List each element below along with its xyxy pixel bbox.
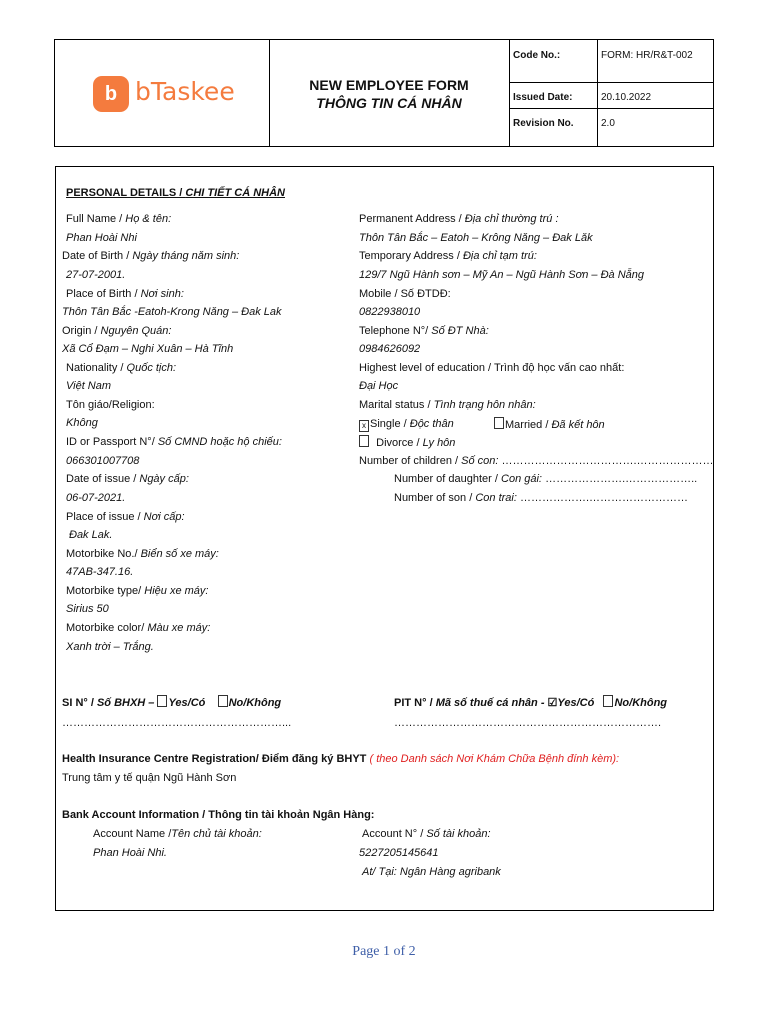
label-vi: Con trai: [475, 492, 517, 504]
checkbox-icon[interactable] [494, 417, 504, 429]
section-title [66, 186, 285, 200]
label-vi: Quốc tịch: [126, 362, 177, 374]
daughter-field[interactable] [394, 472, 697, 486]
moto-type-label [66, 584, 208, 598]
pob-value: Thôn Tân Bắc -Eatoh-Krong Năng – Đak Lak [62, 306, 282, 318]
moto-type-value: Sirius 50 [66, 603, 109, 615]
label-en: Place of Birth / [66, 288, 141, 300]
label-en: Telephone N°/ [359, 325, 432, 337]
label-en: Married / [505, 419, 552, 431]
son-field[interactable] [394, 491, 688, 505]
pit-field [394, 695, 667, 710]
doi-label [66, 472, 189, 486]
label-vi: Nguyên Quán: [100, 325, 172, 337]
single-option[interactable] [359, 417, 454, 432]
label-en: Account N° / [362, 828, 427, 840]
label-en: Account Name / [93, 828, 172, 840]
pit-no: No/Không [614, 697, 668, 709]
label-vi: Đã kết hôn [551, 419, 605, 431]
header-divider [509, 108, 713, 109]
pit-label: PIT N° / [394, 697, 436, 709]
full-name-label [66, 212, 171, 226]
si-label-vi: Số BHXH – [96, 697, 158, 709]
code-no-value: FORM: HR/R&T-002 [601, 50, 693, 61]
mobile-value: 0822938010 [359, 306, 421, 318]
si-field [62, 695, 281, 710]
moto-color-value: Xanh trời – Trắng. [66, 641, 154, 653]
form-title-en: NEW EMPLOYEE FORM [309, 77, 469, 93]
label-en: Number of son / [394, 492, 476, 504]
label-en: Motorbike No./ [66, 548, 141, 560]
revision-no-label: Revision No. [513, 118, 574, 129]
label-vi: Số CMND hoặc hộ chiếu: [157, 436, 282, 448]
revision-no-value: 2.0 [601, 118, 615, 129]
checked-checkbox-icon[interactable]: ☑ [547, 697, 558, 709]
label-en: Single / [370, 418, 410, 430]
label-en: Full Name / [66, 213, 126, 225]
issued-date-value: 20.10.2022 [601, 92, 652, 103]
label-vi: Tình trạng hôn nhân: [433, 399, 536, 411]
company-logo [93, 74, 233, 114]
label-vi: Số tài khoản: [426, 828, 491, 840]
telephone-value: 0984626092 [359, 343, 421, 355]
label-en: Number of daughter / [394, 473, 502, 485]
form-header [54, 39, 714, 147]
bank-title: Bank Account Information / Thông tin tài khoản Ngân Hàng: [62, 809, 375, 821]
fill-line[interactable]: ……………….……………………… [519, 492, 689, 504]
mobile-label: Mobile / Số ĐTDĐ: [359, 288, 451, 300]
poi-label [66, 510, 185, 524]
temp-address-label [359, 249, 537, 263]
label-vi: Con gái: [501, 473, 542, 485]
label-en: Temporary Address / [359, 250, 463, 262]
label-en: Nationality / [66, 362, 127, 374]
label-vi: Họ & tên: [125, 213, 172, 225]
label-vi: Nơi sinh: [140, 288, 184, 300]
perm-address-value: Thôn Tân Bắc – Eatoh – Krông Năng – Đak Lăk [359, 232, 593, 244]
health-insurance-value: Trung tâm y tế quận Ngũ Hành Sơn [62, 772, 237, 784]
full-name-value: Phan Hoài Nhi [66, 232, 137, 244]
label-en: ID or Passport N°/ [66, 436, 158, 448]
dob-label [62, 249, 239, 263]
label-vi: Độc thân [409, 418, 454, 430]
doi-value: 06-07-2021. [66, 492, 126, 504]
health-note: ( theo Danh sách Nơi Khám Chữa Bệnh đính kèm): [369, 753, 620, 765]
btaskee-bee-logo-icon: b [93, 76, 129, 112]
issued-date-label: Issued Date: [513, 92, 573, 103]
label-en: Date of Birth / [62, 250, 133, 262]
dob-value: 27-07-2001. [66, 269, 126, 281]
checkbox-icon[interactable] [157, 695, 167, 707]
page-number: Page 1 of 2 [352, 944, 416, 959]
account-no-value: 5227205145641 [359, 847, 439, 859]
label-en: Origin / [62, 325, 101, 337]
header-divider [269, 40, 270, 146]
moto-color-label [66, 621, 210, 635]
checkbox-icon[interactable] [359, 435, 369, 447]
moto-no-value: 47AB-347.16. [66, 566, 134, 578]
perm-address-label [359, 212, 559, 226]
si-no: No/Không [228, 697, 282, 709]
header-divider [509, 82, 713, 83]
divorce-option[interactable] [359, 435, 455, 450]
nationality-label [66, 361, 176, 375]
label-vi: Số ĐT Nhà: [431, 325, 489, 337]
id-value: 066301007708 [66, 455, 140, 467]
fill-line[interactable]: ………………….……………….. [545, 473, 698, 485]
label-vi: Địa chỉ thường trú : [464, 213, 559, 225]
label-vi: Ngày cấp: [139, 473, 189, 485]
health-label: Health Insurance Centre Registration/ Điểm đăng ký BHYT [62, 753, 370, 765]
section-title-en: PERSONAL DETAILS / [66, 187, 186, 199]
personal-details-box [55, 166, 714, 911]
nationality-value: Việt Nam [66, 380, 112, 392]
section-title-vi: CHI TIẾT CÁ NHÂN [185, 187, 285, 199]
account-name-label [93, 827, 262, 841]
label-en: Place of issue / [66, 511, 144, 523]
health-insurance-label [62, 752, 619, 766]
label-en: Permanent Address / [359, 213, 465, 225]
pit-fill-line[interactable]: ………………………………………………………………. [394, 717, 662, 729]
pit-label-vi: Mã số thuế cá nhân - [435, 697, 548, 709]
moto-no-label [66, 547, 219, 561]
account-name-value: Phan Hoài Nhi. [93, 847, 167, 859]
label-en: Date of issue / [66, 473, 140, 485]
label-en: Marital status / [359, 399, 434, 411]
si-yes: Yes/Có [168, 697, 206, 709]
label-en: Motorbike color/ [66, 622, 148, 634]
fill-line[interactable]: ……………………………….………………… [501, 455, 714, 467]
label-en: Motorbike type/ [66, 585, 145, 597]
religion-label: Tôn giáo/Religion: [66, 399, 155, 411]
marital-label [359, 398, 536, 412]
origin-label [62, 324, 171, 338]
form-title-vi: THÔNG TIN CÁ NHÂN [316, 95, 462, 111]
label-vi: Nơi cấp: [143, 511, 185, 523]
label-vi: Số con: [461, 455, 499, 467]
pit-yes: Yes/Có [557, 697, 595, 709]
religion-value: Không [66, 417, 98, 429]
checkbox-icon[interactable] [603, 695, 613, 707]
education-value: Đại Học [359, 380, 399, 392]
telephone-label [359, 324, 489, 338]
label-vi: Tên chủ tài khoản: [171, 828, 262, 840]
label-vi: Màu xe máy: [147, 622, 211, 634]
label-vi: Ly hôn [422, 437, 456, 449]
code-no-label: Code No.: [513, 50, 561, 61]
label-en: Number of children / [359, 455, 462, 467]
temp-address-value: 129/7 Ngũ Hành sơn – Mỹ An – Ngũ Hành Sơn – Đà Nẵng [359, 269, 645, 281]
header-divider [509, 40, 510, 146]
si-label: SI N° / [62, 697, 97, 709]
checkbox-icon[interactable]: x [359, 420, 369, 432]
label-vi: Địa chỉ tạm trú: [462, 250, 537, 262]
id-label [66, 435, 282, 449]
label-vi: Ngày tháng năm sinh: [132, 250, 240, 262]
label-vi: Biển số xe máy: [140, 548, 219, 560]
label-en: Divorce / [376, 437, 423, 449]
label-vi: Hiệu xe máy: [144, 585, 209, 597]
education-label: Highest level of education / Trình độ học vấn cao nhất: [359, 362, 625, 374]
married-option[interactable] [494, 417, 605, 432]
si-fill-line[interactable]: ……………………………………………………... [62, 717, 292, 729]
header-divider [597, 40, 598, 146]
bank-at-label: At/ Tại: Ngân Hàng agribank [362, 866, 501, 878]
children-field[interactable] [359, 454, 714, 468]
poi-value: Đak Lak. [69, 529, 113, 541]
checkbox-icon[interactable] [218, 695, 228, 707]
account-no-label [362, 827, 491, 841]
origin-value: Xã Cổ Đạm – Nghi Xuân – Hà Tĩnh [62, 343, 234, 355]
logo-text: bTaskee [135, 77, 235, 106]
pob-label [66, 287, 184, 301]
